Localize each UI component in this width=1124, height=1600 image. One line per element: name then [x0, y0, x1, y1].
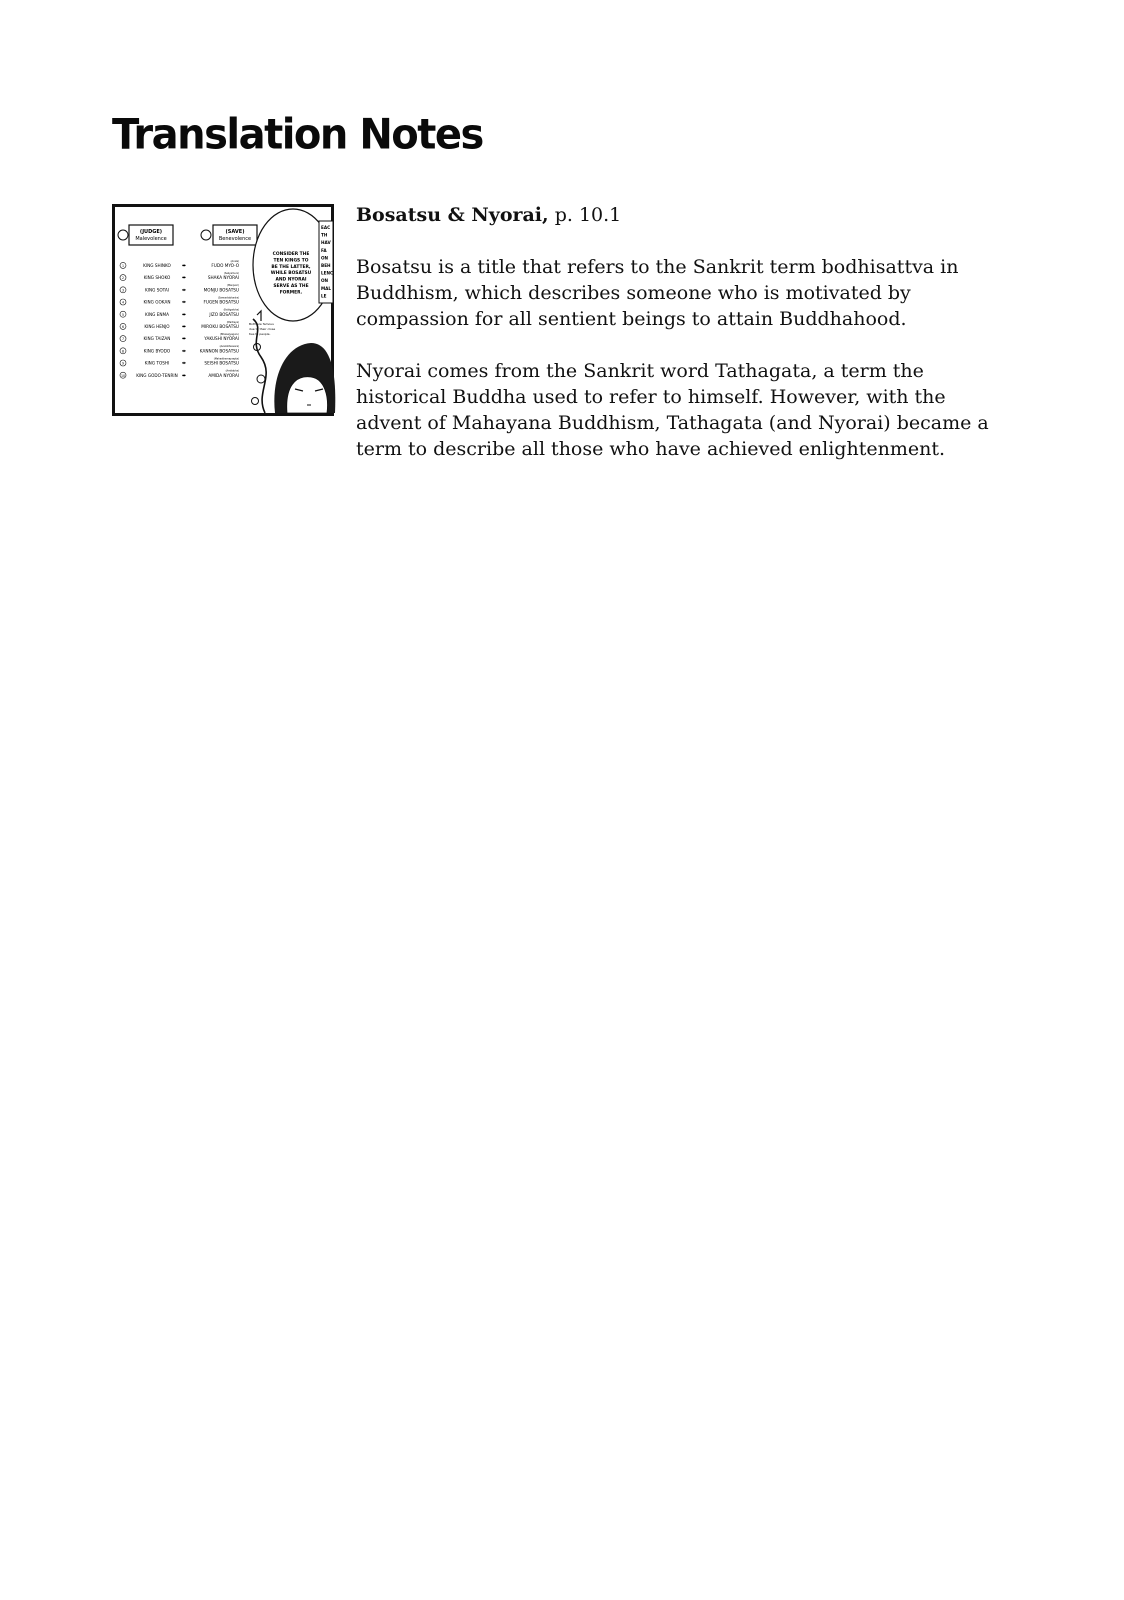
- sanskrit-name: (Ksitigarbha): [223, 308, 239, 312]
- judge-header-box: [129, 225, 173, 245]
- side-note-text: [249, 322, 275, 336]
- manga-panel-drawing: [115, 207, 334, 413]
- edge-line: HAV: [321, 240, 331, 246]
- savior-figure-icon: [201, 230, 211, 240]
- flower-icon: [257, 375, 265, 383]
- side-note-line: Both are famous: [249, 322, 274, 326]
- bubble-line: AND NYORAI: [275, 277, 307, 283]
- row-number: 8: [121, 349, 125, 354]
- sanskrit-name: (Bhaisajyaguru): [220, 333, 239, 336]
- king-name: KING ENMA: [145, 311, 169, 317]
- page-title: Translation Notes: [112, 110, 483, 160]
- savior-name: AMIDA NYORAI: [208, 372, 239, 378]
- king-name: KING GOKAN: [143, 299, 171, 305]
- note-paragraph-2: Nyorai comes from the Sankrit word Tathagata, a term the historical Buddha used to refer to himself. However, with the advent of Mahayana Buddhism, Tathagata (and Nyorai) became a term to describe all those who have achieved enlightenment.: [356, 360, 989, 460]
- edge-line: LENC: [321, 270, 334, 276]
- double-arrow-icon: ⬌: [181, 299, 187, 306]
- double-arrow-icon: ⬌: [181, 372, 187, 379]
- king-name: KING SHINKO: [143, 263, 171, 268]
- double-arrow-icon: ⬌: [181, 311, 187, 318]
- king-name: KING TOSHI: [144, 360, 170, 366]
- arrow-icon: [257, 311, 261, 321]
- king-name: KING GODO-TENRIN: [136, 372, 178, 378]
- side-note-line: ties to people.: [249, 332, 271, 336]
- savior-name: SHAKA NYORAI: [207, 275, 239, 281]
- bubble-line: WHILE BOSATSU: [270, 271, 312, 277]
- edge-line: ON: [321, 255, 329, 261]
- double-arrow-icon: ⬌: [181, 360, 187, 367]
- sanskrit-name: (Maitreya): [226, 320, 239, 324]
- sanskrit-name: (Amitabha): [225, 369, 239, 373]
- kings-table: [120, 260, 240, 379]
- edge-line: ON: [321, 278, 329, 284]
- row-number: 6: [121, 325, 125, 329]
- king-name: KING HENJO: [144, 324, 170, 329]
- sanskrit-name: (Samantabhadra): [217, 296, 239, 300]
- note-paragraph-1: Bosatsu is a title that refers to the Sankrit term bodhisattva in Buddhism, which describes someone who is motivated by compassion for all sentient beings to attain Buddhahood.: [356, 256, 959, 330]
- king-name: KING SHOKO: [143, 275, 171, 281]
- malevolence-label: Malevolence: [135, 236, 167, 242]
- double-arrow-icon: ⬌: [181, 275, 187, 282]
- bubble-line: TEN KINGS TO: [273, 258, 309, 264]
- note-page-ref: p. 10.1: [548, 204, 622, 226]
- savior-name: MONJU BOSATSU: [203, 287, 239, 293]
- king-name: KING BYODO: [143, 348, 171, 354]
- row-number: 4: [121, 300, 125, 305]
- bubble-line: FORMER.: [279, 290, 303, 296]
- sanskrit-name: (Avalokitesvara): [219, 345, 239, 349]
- double-arrow-icon: ⬌: [181, 263, 187, 269]
- sanskrit-name: (Manjusri): [227, 284, 239, 288]
- sanskrit-name: (Acala): [230, 259, 239, 263]
- save-label: (SAVE): [225, 229, 245, 235]
- savior-name: FUDO MYO-O: [211, 263, 239, 268]
- savior-name: KANNON BOSATSU: [199, 348, 239, 354]
- edge-line: LE: [321, 293, 327, 299]
- row-number: 9: [121, 361, 125, 366]
- savior-name: FUGEN BOSATSU: [203, 299, 239, 305]
- row-number: 3: [121, 288, 125, 293]
- edge-line: FA: [321, 247, 327, 253]
- benevolence-label: Benevolence: [218, 236, 252, 242]
- flower-icon: [252, 398, 259, 405]
- double-arrow-icon: ⬌: [181, 348, 187, 355]
- sanskrit-name: (Sakyamuni): [223, 272, 239, 275]
- king-name: KING SOTAI: [145, 287, 169, 293]
- row-number: 1: [121, 264, 125, 268]
- king-name: KING TAIZAN: [143, 336, 171, 342]
- row-number: 10: [120, 373, 126, 378]
- translation-note-entry: [356, 202, 1016, 462]
- note-heading: [356, 202, 1016, 228]
- edge-line: EAC: [321, 225, 331, 230]
- speech-bubble-text: [271, 251, 312, 295]
- row-number: 2: [121, 276, 125, 281]
- row-number: 5: [121, 312, 125, 317]
- edge-line: TH: [321, 232, 328, 238]
- savior-name: SEISHI BOSATSU: [204, 360, 239, 366]
- edge-line: MAL: [321, 285, 332, 291]
- note-term: Bosatsu & Nyorai,: [356, 204, 549, 226]
- savior-name: YAKUSHI NYORAI: [204, 336, 239, 342]
- bubble-line: SERVE AS THE: [273, 284, 309, 289]
- double-arrow-icon: ⬌: [181, 336, 187, 343]
- judge-label: (JUDGE): [139, 229, 163, 235]
- bubble-line: CONSIDER THE: [272, 252, 310, 257]
- savior-name: MIROKU BOSATSU: [201, 324, 239, 329]
- save-header-box: [213, 225, 257, 245]
- double-arrow-icon: ⬌: [181, 287, 187, 294]
- row-number: 7: [121, 337, 125, 342]
- sanskrit-name: (Mahasthamaprapta): [213, 357, 239, 361]
- manga-panel-thumbnail: [112, 204, 334, 416]
- side-note-line: due to their close: [249, 327, 276, 331]
- bubble-line: BE THE LATTER,: [271, 264, 311, 270]
- judge-figure-icon: [118, 230, 128, 240]
- double-arrow-icon: ⬌: [181, 324, 187, 330]
- savior-name: JIZO BOSATSU: [209, 311, 239, 317]
- edge-line: BEH: [321, 263, 331, 268]
